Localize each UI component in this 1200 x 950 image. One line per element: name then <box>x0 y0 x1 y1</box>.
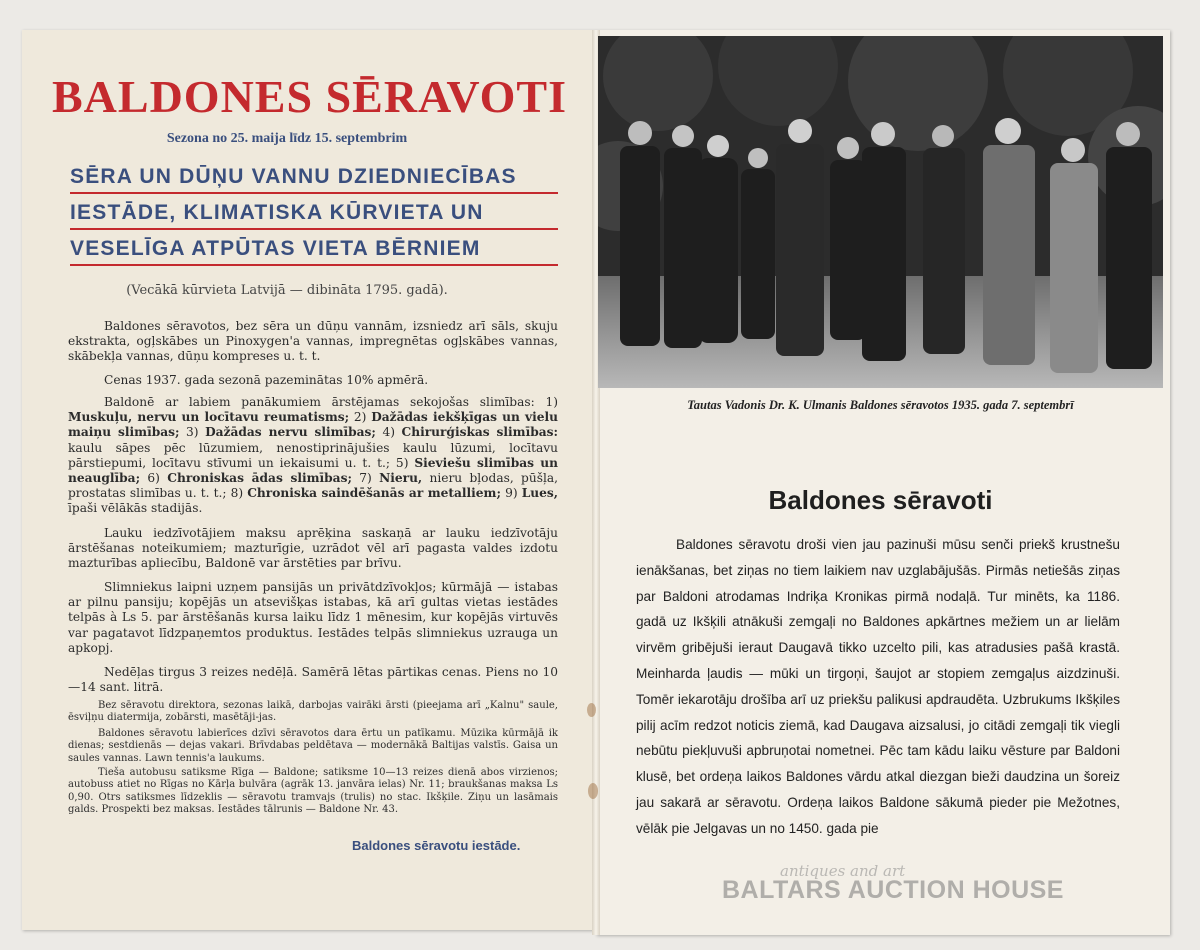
paragraph-rural-residents: Lauku iedzīvotājiem maksu aprēķina saskaņā ar lauku iedzīvotāju ārstēšanas noteikumiem; mazturīgie, uzrādot vēl arī pagasta valdes izdotu mazturības apliecību, Baldonē var ārstēties par brīvu. <box>68 526 558 571</box>
paragraph-prices: Cenas 1937. gada sezonā pazeminātas 10% apmērā. <box>104 373 429 387</box>
paragraph-diseases: Baldonē ar labiem panākumiem ārstējamas sekojošas slimības: 1) Muskuļu, nervu un locītavu reumatisms; 2) Dažādas iekšķīgas un vielu maiņu slimības; 3) Dažādas nervu slimības; 4) Chirurģiskas slimības: kaulu sāpes pēc lūzumiem, nenostiprinājušies kaulu lūzumi, locītavu pārstiepumi, locītavu stīvumi un iekaisumi u. t. t.; 5) Sieviešu slimības un neauglība; 6) Chroniskas ādas slimības; 7) Nieru, nieru bļodas, pūšļa, prostatas slimības u. t. t.; 8) Chroniska saindēšanās ar metalliem; 9) Lues, īpaši vēlākās stadijās. <box>68 395 558 516</box>
watermark-logo: BALTARS AUCTION HOUSE <box>722 876 1064 904</box>
paragraph-transport: Tieša autobusu satiksme Rīga — Baldone; satiksme 10—13 reizes dienā abos virzienos; autobuss atiet no Rīgas no Kārļa bulvāra (agrāk 13. janvāra ielas) Nr. 11; braukšanas maksa Ls 0,90. Otrs satiksmes līdzeklis — sēravotu tramvajs (trulis) no stac. Ikšķile. Ziņu un lasāmais galds. Prospekti bez maksas. Iestādes tālrunis — Baldone Nr. 43. <box>68 767 558 816</box>
signature: Baldones sēravotu iestāde. <box>352 838 521 853</box>
group-photo-illustration <box>598 36 1163 388</box>
section-title: Baldones sēravoti <box>768 485 993 515</box>
subheading-line-1: SĒRA UN DŪŅU VANNU DZIEDNIECĪBAS <box>70 164 558 194</box>
history-text: Baldones sēravotu droši vien jau pazinuši mūsu senči priekš krustnešu ienākšanas, bet ziņas no tiem laikiem nav uzglabājušās. Pirmās netiešās ziņas par Baldoni atrodamas Indriķa Kronikas pirmā nodaļā. Tur minēts, ka 1186. gadā uz Ikšķili atnākuši zemgaļi no Baldones apkārtnes mežiem un ar lielām virvēm gribējuši ieraut Daugavā tikko uzcelto pili, kas atradusies pašā krastā. Meinharda ļaudis — mūki un tirgoņi, šaujot ar stopiem zemgaļus aizdzinuši. Tomēr iekarotāju drošība arī uz priekšu palikusi apdraudēta. Uzbrukums Ikšķiles pilij acīm redzot noticis ziemā, kad Daugava aizsalusi, jo citādi zemgaļi tik viegli nebūtu piekļuvuši apbruņotai nometnei. Pēc tam kādu laiku vēsture par Baldoni klusē, bet ordeņa laikos Baldones vārdu atkal diezgan bieži daudzina un šoreiz jau sakarā ar sēravotu. Ordeņa laikos Baldone sākumā pieder pie Mežotnes, vēlāk pie Jelgavas un no 1450. gada pie <box>636 537 1120 836</box>
subheading-line-3: VESELĪGA ATPŪTAS VIETA BĒRNIEM <box>70 236 558 266</box>
subheading-line-2: IESTĀDE, KLIMATISKA KŪRVIETA UN <box>70 200 558 230</box>
paragraph-entertainment: Baldones sēravotu labierīces dzīvi sēravotos dara ērtu un patīkamu. Mūzika kūrmājā ik dienas; sestdienās — dejas vakari. Brīvdabas peldētava — modernākā Baltijas valstīs. Gaisa un saules vannas. Lawn tennis'a laukums. <box>68 728 558 764</box>
watermark-tagline: antiques and art <box>780 862 906 880</box>
season-dates: Sezona no 25. maija līdz 15. septembrim <box>166 131 408 146</box>
paragraph-treatments: Baldones sēravotos, bez sēra un dūņu vannām, izsniedz arī sāls, skuju ekstrakta, ogļskābes un Pinoxygen'a vannas, impregnētas ogļskābes vannas, skābekļa vannas, dūņu kompreses u. t. t. <box>68 319 558 364</box>
rust-stain <box>587 703 596 717</box>
page-title: BALDONES SĒRAVOTI <box>52 71 568 122</box>
paragraph-staff: Bez sēravotu direktora, sezonas laikā, darbojas vairāki ārsti (pieejama arī „Kalnu" saule, ēsviļņu diatermija, zobārsti, masētāji-jas. <box>68 700 558 724</box>
paragraph-market: Nedēļas tirgus 3 reizes nedēļā. Samērā lētas pārtikas cenas. Piens no 10—14 sant. litrā. <box>68 665 558 695</box>
group-photo <box>598 36 1163 388</box>
founded-note: (Vecākā kūrvieta Latvijā — dibināta 1795. gadā). <box>126 283 448 298</box>
paragraph-accommodation: Slimniekus laipni uzņem pansijās un privātdzīvokļos; kūrmājā — istabas ar pilnu pansiju; kopējās un atsevišķas istabas, kā arī gultas vietas iestādes telpās à Ls 5. par ārstēšanās kursa laiku līdz 1 mēnesim, kur kopējās virtuvēs var pagatavot līdzpaņemtos produktus. Iestādes telpās slimniekus uzrauga un apkopj. <box>68 580 558 655</box>
photo-caption: Tautas Vadonis Dr. K. Ulmanis Baldones sēravotos 1935. gada 7. septembrī <box>687 398 1074 412</box>
rust-stain <box>588 783 598 799</box>
